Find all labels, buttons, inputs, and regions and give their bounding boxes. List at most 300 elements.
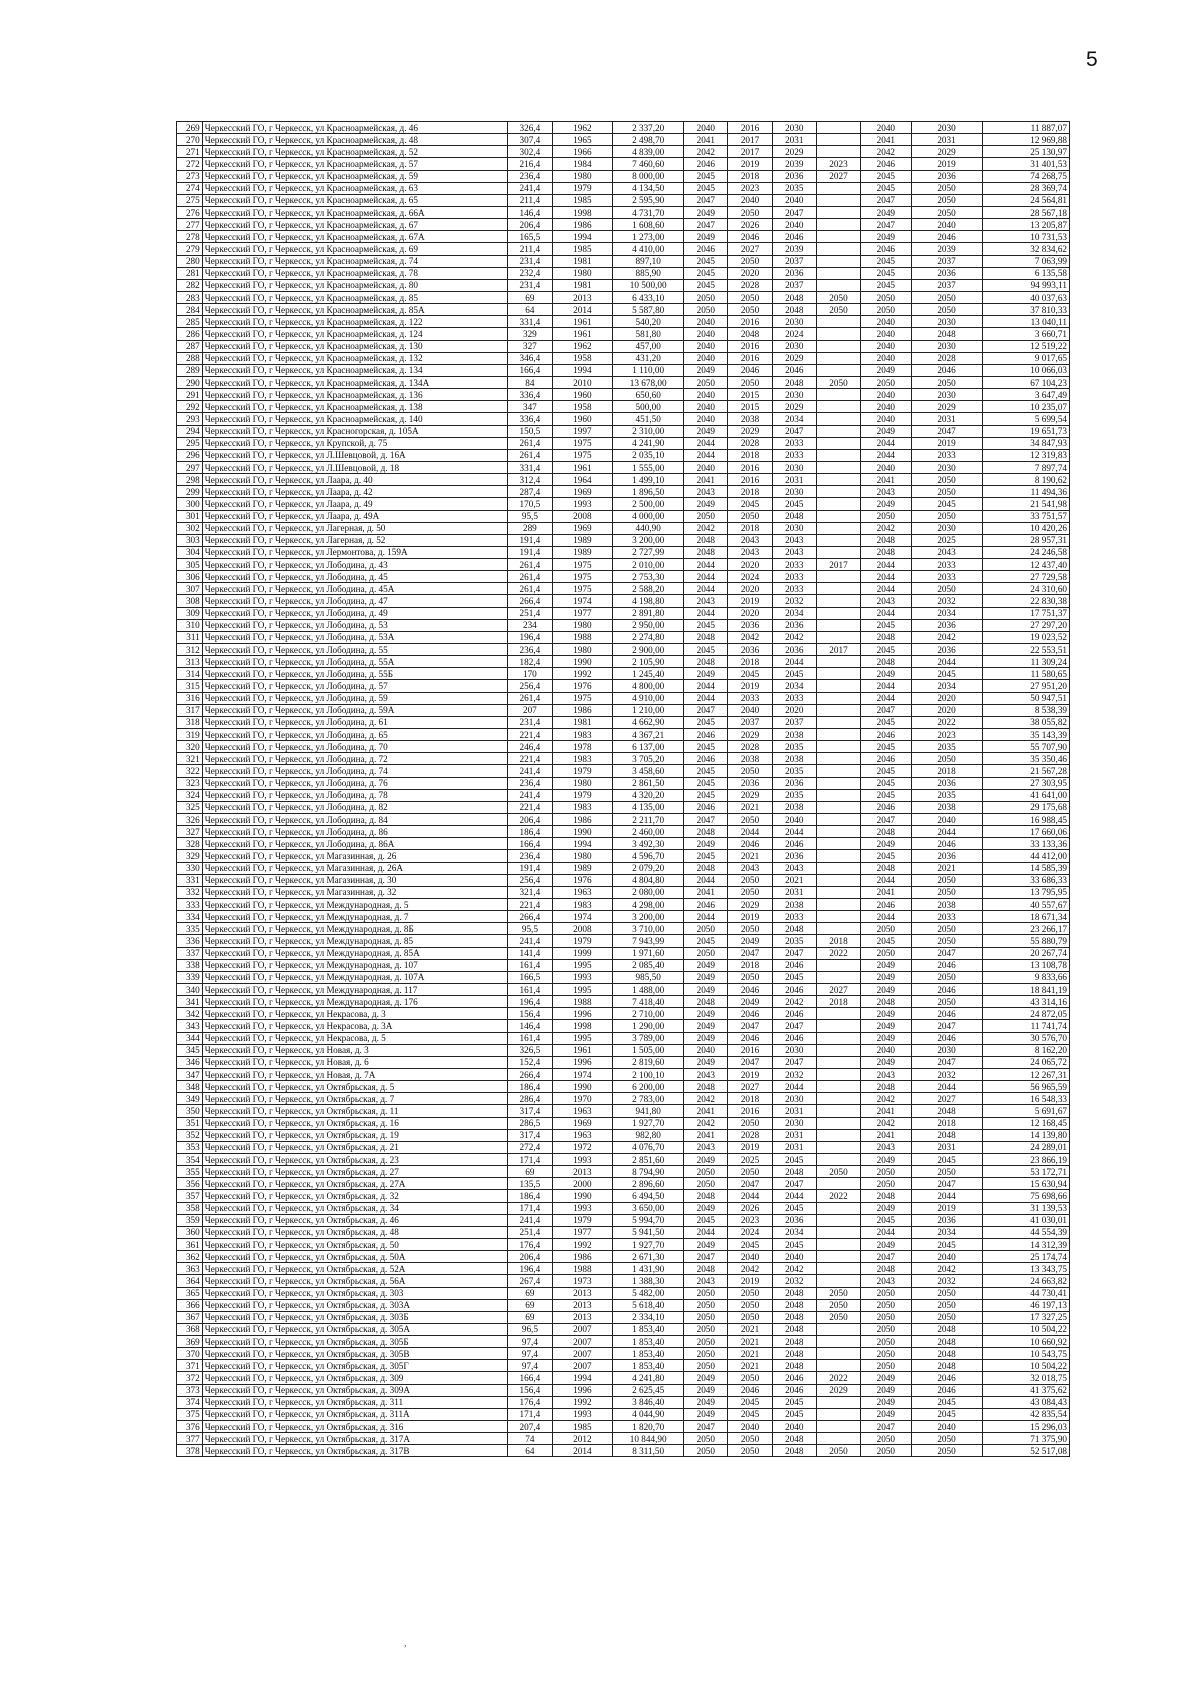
table-cell: 166,5 [508,971,552,983]
table-cell: 2050 [861,1445,911,1457]
table-cell: 13 343,75 [982,1263,1070,1275]
table-cell: 2050 [861,291,911,303]
table-row [177,340,1070,352]
table-row [177,911,1070,923]
table-cell: 4 410,00 [613,243,684,255]
table-cell: 3 789,00 [613,1032,684,1044]
table-cell: 2034 [911,1226,982,1238]
table-cell: 4 596,70 [613,850,684,862]
table-cell: 316 [177,692,203,704]
table-cell: 2046 [728,1008,772,1020]
table-cell: 2035 [772,182,816,194]
table-cell: 1973 [552,1275,613,1287]
table-cell: 313 [177,656,203,668]
table-cell: 2045 [861,255,911,267]
table-cell: 2019 [728,1275,772,1287]
table-row [177,304,1070,316]
table-cell: 2036 [911,644,982,656]
table-cell: 95,5 [508,923,552,935]
table-cell: 1966 [552,146,613,158]
table-row [177,1433,1070,1445]
table-cell: 1996 [552,1384,613,1396]
table-cell: 287,4 [508,486,552,498]
table-cell: 2046 [728,1032,772,1044]
table-cell: 170,5 [508,498,552,510]
table-cell: 2022 [816,947,860,959]
table-cell: 2045 [684,1214,728,1226]
table-cell: 10 543,75 [982,1348,1070,1360]
table-cell: 2045 [772,1202,816,1214]
table-cell: 3 710,00 [613,923,684,935]
table-cell [816,1081,860,1093]
table-cell: Черкесский ГО, г Черкесск, ул Октябрьская, д. 309А [202,1384,508,1396]
table-cell: Черкесский ГО, г Черкесск, ул Лободина, д. 59 [202,692,508,704]
table-cell: 2046 [911,231,982,243]
table-cell: 290 [177,376,203,388]
table-cell: 2049 [684,959,728,971]
table-row [177,194,1070,206]
table-cell: 10 504,22 [982,1323,1070,1335]
table-cell: 2029 [816,1384,860,1396]
table-cell: 353 [177,1141,203,1153]
table-row [177,631,1070,643]
table-cell: 2045 [911,1408,982,1420]
table-cell: 6 137,00 [613,741,684,753]
table-cell: 41 030,01 [982,1214,1070,1226]
table-cell: 1992 [552,1396,613,1408]
table-cell: 2030 [772,1044,816,1056]
table-body [177,122,1070,1457]
table-cell: 2018 [728,449,772,461]
table-cell: 359 [177,1214,203,1226]
table-cell [816,971,860,983]
table-row [177,328,1070,340]
table-row [177,279,1070,291]
table-cell: 2048 [684,1263,728,1275]
table-row [177,729,1070,741]
table-row [177,255,1070,267]
table-cell: 2044 [684,680,728,692]
table-cell: 320 [177,741,203,753]
table-cell: 2028 [728,741,772,753]
table-cell: 2029 [911,146,982,158]
table-cell: 338 [177,959,203,971]
table-cell: 363 [177,1263,203,1275]
table-row [177,1129,1070,1141]
table-cell: 2050 [728,510,772,522]
table-cell: Черкесский ГО, г Черкесск, ул Красноармейская, д. 78 [202,267,508,279]
table-cell: 276 [177,206,203,218]
table-cell: 2045 [772,1408,816,1420]
table-cell: 94 993,11 [982,279,1070,291]
table-cell: 344 [177,1032,203,1044]
table-cell: 2030 [772,461,816,473]
table-cell: 95,5 [508,510,552,522]
table-row [177,1396,1070,1408]
table-cell: 2034 [772,607,816,619]
table-cell: 2033 [772,449,816,461]
table-cell: 171,4 [508,1153,552,1165]
table-cell: 2044 [861,911,911,923]
table-row [177,486,1070,498]
table-cell: 2044 [772,1190,816,1202]
table-cell: 146,4 [508,206,552,218]
table-cell: 236,4 [508,777,552,789]
table-cell: 2049 [684,838,728,850]
table-cell: 1994 [552,838,613,850]
table-cell: 2040 [911,1421,982,1433]
table-cell: 2016 [728,352,772,364]
table-cell: 362 [177,1251,203,1263]
table-cell: 2048 [861,1190,911,1202]
table-cell: 295 [177,437,203,449]
table-row [177,741,1070,753]
table-cell: 368 [177,1323,203,1335]
table-cell: 241,4 [508,182,552,194]
table-cell: 25 174,74 [982,1251,1070,1263]
table-row [177,996,1070,1008]
table-cell: 96,5 [508,1323,552,1335]
table-cell [816,437,860,449]
table-cell: 2048 [772,510,816,522]
table-cell: 2 671,30 [613,1251,684,1263]
table-cell: 2050 [728,304,772,316]
table-cell: 2019 [728,911,772,923]
table-cell: 352 [177,1129,203,1141]
table-cell: Черкесский ГО, г Черкесск, ул Красноармейская, д. 124 [202,328,508,340]
table-cell: 2047 [684,1251,728,1263]
table-cell [816,474,860,486]
table-cell: 2036 [772,1214,816,1226]
table-cell: 31 401,53 [982,158,1070,170]
table-cell: 2040 [684,413,728,425]
table-cell: Черкесский ГО, г Черкесск, ул Октябрьская, д. 11 [202,1105,508,1117]
table-cell: Черкесский ГО, г Черкесск, ул Лободина, д. 53А [202,631,508,643]
table-cell: 2036 [911,850,982,862]
table-cell: Черкесский ГО, г Черкесск, ул Красноармейская, д. 63 [202,182,508,194]
table-cell: 310 [177,619,203,631]
table-cell: 1983 [552,729,613,741]
table-cell: 4 044,90 [613,1408,684,1420]
table-cell [816,765,860,777]
table-cell: Черкесский ГО, г Черкесск, ул Лободина, д. 55 [202,644,508,656]
table-cell: 2 891,80 [613,607,684,619]
table-cell: 272,4 [508,1141,552,1153]
table-cell: 2045 [861,267,911,279]
table-cell: 1994 [552,364,613,376]
table-cell: 306 [177,571,203,583]
table-cell: 378 [177,1445,203,1457]
table-row [177,413,1070,425]
table-cell: 2017 [816,644,860,656]
table-cell: Черкесский ГО, г Черкесск, ул Октябрьская, д. 27 [202,1166,508,1178]
table-cell: 2036 [911,170,982,182]
table-cell: 1 971,60 [613,947,684,959]
table-cell [816,595,860,607]
table-cell: 2036 [911,777,982,789]
table-cell: 135,5 [508,1178,552,1190]
table-cell [816,122,860,134]
table-cell: 2047 [861,219,911,231]
table-cell: 7 460,60 [613,158,684,170]
table-cell: 2 500,00 [613,498,684,510]
table-cell: 278 [177,231,203,243]
table-cell: 2000 [552,1178,613,1190]
table-cell: 355 [177,1166,203,1178]
table-cell: 207 [508,704,552,716]
table-cell [816,1214,860,1226]
table-cell: 2047 [772,1020,816,1032]
table-row [177,401,1070,413]
table-cell: 2045 [861,170,911,182]
table-cell: 231,4 [508,279,552,291]
table-cell: 2021 [911,862,982,874]
table-cell: 2046 [728,231,772,243]
table-cell: 2050 [861,376,911,388]
table-cell: 2034 [772,680,816,692]
table-row [177,1141,1070,1153]
table-cell: 358 [177,1202,203,1214]
table-row [177,1408,1070,1420]
table-cell: Черкесский ГО, г Черкесск, ул Магазинная, д. 26 [202,850,508,862]
table-cell: 2045 [911,1238,982,1250]
table-cell: 2043 [684,486,728,498]
table-cell: 2022 [911,716,982,728]
table-cell: 2020 [911,704,982,716]
table-cell: 2044 [861,583,911,595]
table-cell: 343 [177,1020,203,1032]
table-cell: 2050 [911,206,982,218]
table-row [177,559,1070,571]
table-cell [816,826,860,838]
table-cell: 2050 [861,1299,911,1311]
table-row [177,1360,1070,1372]
table-cell: 32 834,62 [982,243,1070,255]
table-cell: 2045 [861,777,911,789]
table-cell: 2050 [728,1433,772,1445]
table-cell: 2016 [728,461,772,473]
table-cell: 2046 [911,1384,982,1396]
table-cell: 1962 [552,122,613,134]
table-cell: 40 557,67 [982,899,1070,911]
table-cell: 2048 [911,1360,982,1372]
table-cell: 2 851,60 [613,1153,684,1165]
table-cell: Черкесский ГО, г Черкесск, ул Лаара, д. 42 [202,486,508,498]
table-cell: 2046 [861,243,911,255]
table-cell: 2033 [772,692,816,704]
table-row [177,1263,1070,1275]
table-cell: 5 691,67 [982,1105,1070,1117]
table-cell: 1983 [552,753,613,765]
table-cell: 2047 [728,947,772,959]
table-cell: 369 [177,1336,203,1348]
table-cell: 356 [177,1178,203,1190]
table-cell: 337 [177,947,203,959]
table-cell: 40 037,63 [982,291,1070,303]
table-cell: 53 172,71 [982,1166,1070,1178]
table-cell: Черкесский ГО, г Черкесск, ул Лободина, д. 55А [202,656,508,668]
table-cell: 2050 [861,923,911,935]
table-cell: 2049 [684,1020,728,1032]
table-cell: Черкесский ГО, г Черкесск, ул Красноармейская, д. 57 [202,158,508,170]
table-cell: 1979 [552,1214,613,1226]
table-cell: 2029 [728,425,772,437]
table-cell: 2028 [728,1129,772,1141]
table-cell: 2048 [861,1081,911,1093]
table-cell: 2031 [772,886,816,898]
table-cell: 2036 [911,267,982,279]
table-cell: Черкесский ГО, г Черкесск, ул Октябрьская, д. 52А [202,1263,508,1275]
table-cell: 97,4 [508,1360,552,1372]
table-cell: 2021 [728,1323,772,1335]
table-cell: 2040 [772,219,816,231]
table-row [177,437,1070,449]
table-cell: 67 104,23 [982,376,1070,388]
table-cell: 2038 [911,801,982,813]
table-cell: Черкесский ГО, г Черкесск, ул Красноармейская, д. 74 [202,255,508,267]
table-cell: 2046 [772,231,816,243]
table-cell: 2037 [911,279,982,291]
table-cell: 2049 [861,1372,911,1384]
table-cell: 4 731,70 [613,206,684,218]
table-cell: 1992 [552,668,613,680]
table-cell: Черкесский ГО, г Черкесск, ул Лагерная, д. 50 [202,522,508,534]
table-cell: 2050 [684,1287,728,1299]
table-cell: 2024 [772,328,816,340]
table-cell: 2047 [911,1020,982,1032]
table-cell: 2048 [911,1129,982,1141]
table-cell: 2026 [728,1202,772,1214]
table-cell [816,328,860,340]
table-cell: 2040 [911,814,982,826]
table-cell: 350 [177,1105,203,1117]
table-cell: 2038 [772,729,816,741]
table-cell: 10 235,07 [982,401,1070,413]
table-cell: 18 671,34 [982,911,1070,923]
table-cell: 23 266,17 [982,923,1070,935]
table-cell: 1985 [552,243,613,255]
table-cell: Черкесский ГО, г Черкесск, ул Магазинная, д. 32 [202,886,508,898]
table-cell: 55 880,79 [982,935,1070,947]
table-cell: 207,4 [508,1421,552,1433]
table-cell: 2050 [911,486,982,498]
table-cell: 2050 [684,947,728,959]
table-cell: 2043 [772,534,816,546]
table-cell: 2040 [684,122,728,134]
table-cell: Черкесский ГО, г Черкесск, ул Лободина, д. 76 [202,777,508,789]
table-cell: 29 175,68 [982,801,1070,813]
table-cell: 269 [177,122,203,134]
table-cell [816,1178,860,1190]
table-cell: 12 519,22 [982,340,1070,352]
table-cell [816,522,860,534]
table-cell: 2043 [861,1068,911,1080]
table-cell: 156,4 [508,1008,552,1020]
table-cell: 2049 [684,1008,728,1020]
table-cell: 2046 [911,838,982,850]
table-cell: 312 [177,644,203,656]
table-cell: 2013 [552,1299,613,1311]
table-cell: 2044 [911,1081,982,1093]
table-cell: 261,4 [508,583,552,595]
table-cell: 24 310,60 [982,583,1070,595]
table-cell: 366 [177,1299,203,1311]
table-cell: 2043 [728,862,772,874]
table-row [177,206,1070,218]
table-cell: Черкесский ГО, г Черкесск, ул Красноармейская, д. 65 [202,194,508,206]
table-cell: 1977 [552,1226,613,1238]
table-cell: 2050 [728,1166,772,1178]
table-row [177,983,1070,995]
table-cell: 69 [508,291,552,303]
table-cell: 206,4 [508,1251,552,1263]
table-cell: 2050 [728,923,772,935]
table-cell: 2041 [861,1105,911,1117]
table-cell: 286 [177,328,203,340]
table-cell: 2050 [684,510,728,522]
table-row [177,352,1070,364]
table-cell: 2049 [684,206,728,218]
table-cell: Черкесский ГО, г Черкесск, ул Международная, д. 85А [202,947,508,959]
table-cell: 365 [177,1287,203,1299]
table-cell: Черкесский ГО, г Черкесск, ул Некрасова, д. 3 [202,1008,508,1020]
table-row [177,449,1070,461]
table-cell: 304 [177,546,203,558]
table-cell: 186,4 [508,1190,552,1202]
table-row [177,1044,1070,1056]
table-cell: 2049 [861,1056,911,1068]
table-cell: 1979 [552,935,613,947]
table-cell: 2046 [728,838,772,850]
table-row [177,765,1070,777]
table-cell: 44 554,39 [982,1226,1070,1238]
table-cell: 2036 [911,619,982,631]
table-cell: 4 076,70 [613,1141,684,1153]
table-cell: 351 [177,1117,203,1129]
table-cell: 2016 [728,1105,772,1117]
table-cell: Черкесский ГО, г Черкесск, ул Красноармейская, д. 80 [202,279,508,291]
table-cell [816,704,860,716]
table-cell: 2043 [861,595,911,607]
table-cell: 5 482,00 [613,1287,684,1299]
table-row [177,1020,1070,1032]
table-cell: Черкесский ГО, г Черкесск, ул Октябрьская, д. 50А [202,1251,508,1263]
table-cell: Черкесский ГО, г Черкесск, ул Октябрьская, д. 27А [202,1178,508,1190]
table-cell: 2046 [861,158,911,170]
table-cell: 2033 [911,911,982,923]
table-cell: 1 499,10 [613,474,684,486]
table-cell: 2049 [684,983,728,995]
table-cell [816,425,860,437]
table-cell: 56 965,59 [982,1081,1070,1093]
table-cell: 291 [177,389,203,401]
table-cell: 69 [508,1311,552,1323]
table-cell: 2050 [684,1336,728,1348]
table-row [177,801,1070,813]
table-cell: Черкесский ГО, г Черкесск, ул Красноармейская, д. 138 [202,401,508,413]
table-cell: 279 [177,243,203,255]
table-cell: 1 608,60 [613,219,684,231]
table-row [177,1093,1070,1105]
table-cell: 431,20 [613,352,684,364]
table-cell: Черкесский ГО, г Черкесск, ул Лободина, д. 43 [202,559,508,571]
table-cell: Черкесский ГО, г Черкесск, ул Лагерная, д. 52 [202,534,508,546]
table-cell: 2018 [728,486,772,498]
table-cell: 2045 [684,935,728,947]
table-cell: 2040 [861,413,911,425]
table-cell: 75 698,66 [982,1190,1070,1202]
table-cell: 2050 [728,1117,772,1129]
